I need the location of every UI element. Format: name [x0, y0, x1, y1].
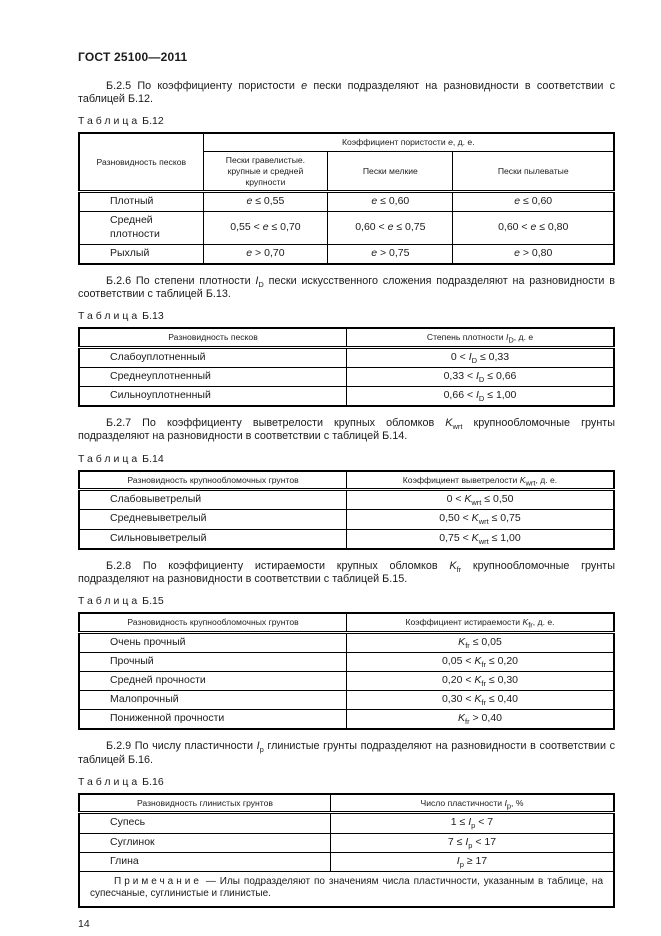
value-cell: $0,30 < K_{fr} \le 0,40$ [347, 691, 615, 710]
table-b16-grid [78, 793, 615, 908]
table-row [79, 212, 614, 244]
table-row [79, 632, 614, 652]
table-row [79, 367, 614, 386]
value-cell: $0,66 < I_D \le 1,00$ [347, 387, 615, 407]
value-cell: $K_{fr} > 0,40$ [347, 710, 615, 730]
table-b15-grid [78, 612, 615, 730]
row-label-cell: Малопрочный [79, 691, 347, 710]
table-row [79, 510, 614, 529]
table-label-number: Б.16 [142, 775, 164, 788]
table-row [79, 529, 614, 549]
column-header: Степень плотности $I_D$, д. е [347, 328, 615, 347]
value-cell: $0,50 < K_{wrt} \le 0,75$ [347, 510, 615, 529]
table-row [79, 852, 614, 871]
table-b15 [78, 612, 615, 730]
value-cell: $0 < K_{wrt} \le 0,50$ [347, 490, 615, 510]
table-b16 [78, 793, 615, 908]
column-header: Пески пылеватые [453, 152, 614, 192]
row-label-cell: Среднеуплотненный [79, 367, 347, 386]
value-cell: $0,33 < I_D \le 0,66$ [347, 367, 615, 386]
value-cell: e > 0,80 [453, 244, 614, 264]
header-row [79, 613, 614, 632]
row-label-cell: Очень прочный [79, 632, 347, 652]
column-header: Коэффициент истираемости $K_{fr}$, д. е. [347, 613, 615, 632]
row-label-cell: Средневыветрелый [79, 510, 347, 529]
row-label-cell: Пониженной прочности [79, 710, 347, 730]
column-header: Коэффициент выветрелости $K_{wrt}$, д. е. [347, 471, 615, 490]
value-cell: 0,60 < e ≤ 0,80 [453, 212, 614, 244]
header-row [79, 328, 614, 347]
column-header: Разновидность песков [79, 133, 203, 191]
row-label-cell: Слабовыветрелый [79, 490, 347, 510]
table-note: Примечание — Илы подразделяют по значениям числа пластичности, указанным в таблице, на супесчаные, суглинистые и глинистые. [79, 871, 614, 907]
header-row [79, 794, 614, 813]
value-cell: e ≤ 0,55 [203, 192, 328, 212]
column-header: Пески гравелистые. крупные и средней крупности [203, 152, 328, 192]
column-header: Число пластичности $I_p$, % [330, 794, 614, 813]
paragraph-b28: Б.2.8 По коэффициенту истираемости крупных обломков $K_{fr}$ крупнообломочные грунты подразделяют на разновидности в соответствии с таблицей Б.15. [78, 559, 615, 585]
value-cell: $7 \le I_p < 17$ [330, 833, 614, 852]
table-row [79, 813, 614, 833]
table-b14 [78, 470, 615, 550]
value-cell: $0 < I_D \le 0,33$ [347, 347, 615, 367]
table-row [79, 387, 614, 407]
column-header: Разновидность крупнообломочных грунтов [79, 471, 347, 490]
table-b12-label [78, 115, 615, 127]
row-label-cell: Прочный [79, 652, 347, 671]
table-row [79, 192, 614, 212]
row-label-cell: Суглинок [79, 833, 330, 852]
table-row [79, 347, 614, 367]
table-label-number: Б.12 [142, 115, 164, 128]
table-label-word: Таблица [78, 775, 141, 788]
table-label-word: Таблица [78, 452, 141, 465]
document-title: ГОСТ 25100—2011 [78, 50, 188, 64]
value-cell: $K_{fr} \le 0,05$ [347, 632, 615, 652]
table-row [79, 652, 614, 671]
column-header: Разновидность песков [79, 328, 347, 347]
column-header: Пески мелкие [328, 152, 453, 192]
table-row [79, 833, 614, 852]
row-label-cell: Слабоуплотненный [79, 347, 347, 367]
value-cell: $0,05 < K_{fr} \le 0,20$ [347, 652, 615, 671]
table-row [79, 244, 614, 264]
table-label-word: Таблица [78, 310, 141, 323]
table-label-word: Таблица [78, 115, 141, 128]
table-label-number: Б.14 [142, 452, 164, 465]
value-cell: e > 0,75 [328, 244, 453, 264]
table-b12 [78, 132, 615, 264]
table-note-row [79, 871, 614, 907]
row-label-cell: Плотный [79, 192, 203, 212]
row-label-cell: Сильноуплотненный [79, 387, 347, 407]
value-cell: e > 0,70 [203, 244, 328, 264]
value-cell: 0,60 < e ≤ 0,75 [328, 212, 453, 244]
page-number: 14 [78, 917, 90, 930]
table-b15-label [78, 595, 615, 607]
table-label-number: Б.13 [142, 310, 164, 323]
table-row [79, 490, 614, 510]
column-header: Разновидность крупнообломочных грунтов [79, 613, 347, 632]
value-cell: $1 \le I_p < 7$ [330, 813, 614, 833]
table-b14-grid [78, 470, 615, 550]
row-label-cell: Супесь [79, 813, 330, 833]
column-header: Разновидность глинистых грунтов [79, 794, 330, 813]
table-row [79, 691, 614, 710]
row-label-cell: Средней плотности [79, 212, 203, 244]
paragraph-b29: Б.2.9 По числу пластичности $I_p$ глинистые грунты подразделяют на разновидности в соответствии с таблицей Б.16. [78, 740, 615, 766]
table-label-word: Таблица [78, 595, 141, 608]
row-label-cell: Средней прочности [79, 672, 347, 691]
header-row [79, 471, 614, 490]
table-row [79, 672, 614, 691]
table-b13-label [78, 310, 615, 322]
value-cell: $I_p \ge 17$ [330, 852, 614, 871]
paragraph-b25: Б.2.5 По коэффициенту пористости e пески подразделяют на разновидности в соответствии с таблицей Б.12. [78, 80, 615, 106]
value-cell: e ≤ 0,60 [328, 192, 453, 212]
table-b12-grid [78, 132, 615, 264]
value-cell: 0,55 < e ≤ 0,70 [203, 212, 328, 244]
table-b13-grid [78, 327, 615, 407]
value-cell: $0,20 < K_{fr} \le 0,30$ [347, 672, 615, 691]
row-label-cell: Рыхлый [79, 244, 203, 264]
header-row [79, 133, 614, 151]
table-b13 [78, 327, 615, 407]
row-label-cell: Сильновыветрелый [79, 529, 347, 549]
table-b14-label [78, 453, 615, 465]
table-b16-label [78, 776, 615, 788]
paragraph-b27: Б.2.7 По коэффициенту выветрелости крупных обломков $K_{wrt}$ крупнообломочные грунты подразделяют на разновидности в соответствии с таблицей Б.14. [78, 417, 615, 443]
note-label: Примечание [114, 875, 202, 887]
paragraph-b26: Б.2.6 По степени плотности $I_D$ пески искусственного сложения подразделяют на разновидности в соответствии с таблицей Б.13. [78, 274, 615, 300]
table-label-number: Б.15 [142, 595, 164, 608]
value-cell: e ≤ 0,60 [453, 192, 614, 212]
row-label-cell: Глина [79, 852, 330, 871]
column-header: Коэффициент пористости e, д. е. [203, 133, 614, 151]
table-row [79, 710, 614, 730]
value-cell: $0,75 < K_{wrt} \le 1,00$ [347, 529, 615, 549]
